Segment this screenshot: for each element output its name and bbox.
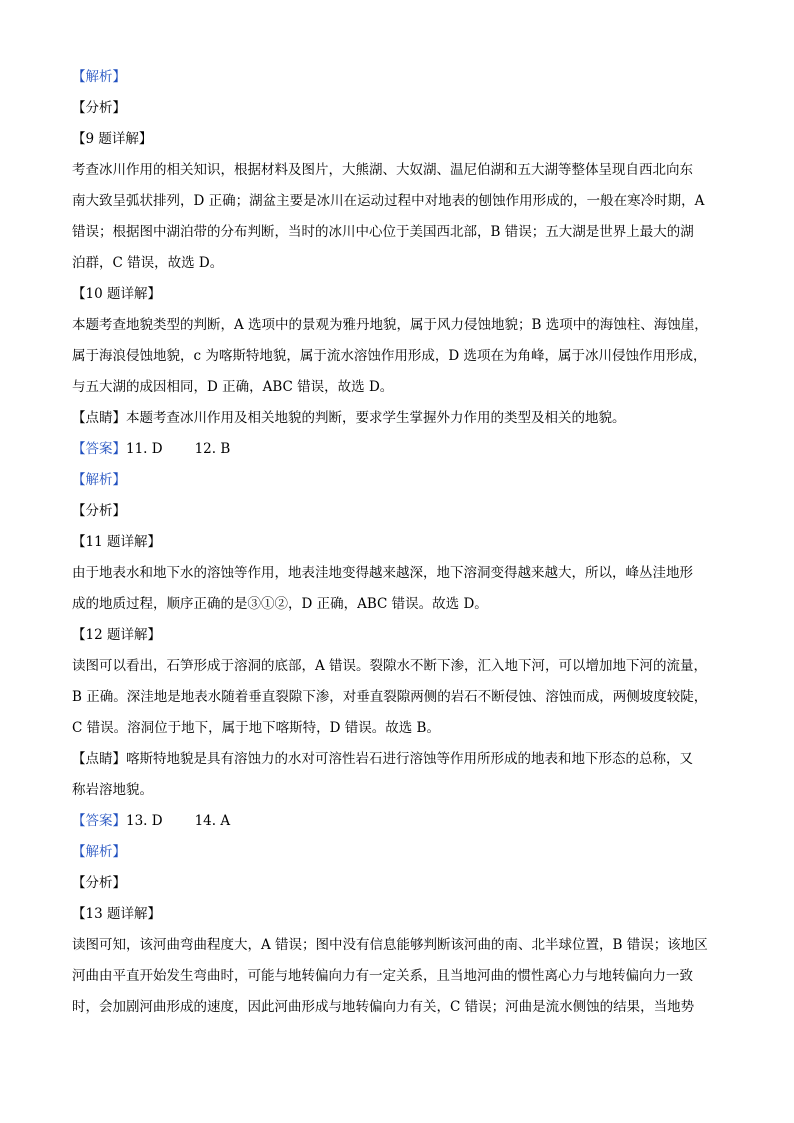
answer-11: 11. D xyxy=(126,441,163,457)
q10-line-1: 本题考查地貌类型的判断，A 选项中的景观为雅丹地貌，属于风力侵蚀地貌；B 选项中的海蚀柱、海蚀崖， xyxy=(72,317,708,333)
q13-line-1: 读图可知，该河曲弯曲程度大，A 错误；图中没有信息能够判断该河曲的南、北半球位置，B 错误；该地区 xyxy=(72,937,708,953)
answer-1 xyxy=(72,434,724,465)
q12-line-1: 读图可以看出，石笋形成于溶洞的底部，A 错误。裂隙水不断下渗，汇入地下河，可以增加地下河的流量， xyxy=(72,658,708,674)
q9-line-2: 南大致呈弧状排列，D 正确；湖盆主要是冰川在运动过程中对地表的刨蚀作用形成的，一般在寒冷时期，A xyxy=(72,193,705,209)
fenxi-heading-1: 【分析】 xyxy=(72,100,126,116)
answer-tag: 【答案】 xyxy=(72,441,126,457)
answer-14: 14. A xyxy=(194,813,231,829)
q13-heading: 【13 题详解】 xyxy=(72,906,161,922)
dianjing-text: 喀斯特地貌是具有溶蚀力的水对可溶性岩石进行溶蚀等作用所形成的地表和地下形态的总称，又 xyxy=(126,751,693,767)
q9-heading: 【9 题详解】 xyxy=(72,131,153,147)
dianjing-1 xyxy=(72,403,724,434)
answer-12: 12. B xyxy=(194,441,231,457)
dianjing-tag: 【点睛】 xyxy=(72,410,126,426)
jiexi-heading-2: 【解析】 xyxy=(72,472,126,488)
jiexi-heading-1: 【解析】 xyxy=(72,69,126,85)
dianjing-tag: 【点睛】 xyxy=(72,751,126,767)
q10-line-3: 与五大湖的成因相同，D 正确，ABC 错误，故选 D。 xyxy=(72,379,394,395)
q10-heading: 【10 题详解】 xyxy=(72,286,161,302)
q12-line-3: C 错误。溶洞位于地下，属于地下喀斯特，D 错误。故选 B。 xyxy=(72,720,440,736)
fenxi-heading-3: 【分析】 xyxy=(72,875,126,891)
q12-heading: 【12 题详解】 xyxy=(72,627,161,643)
dianjing-2 xyxy=(72,744,724,775)
q13-line-2: 河曲由平直开始发生弯曲时，可能与地转偏向力有一定关系，且当地河曲的惯性离心力与地转偏向力一致 xyxy=(72,968,693,984)
q10-line-2: 属于海浪侵蚀地貌，c 为喀斯特地貌，属于流水溶蚀作用形成，D 选项在为角峰，属于冰川侵蚀作用形成， xyxy=(72,348,707,364)
q13-line-3: 时，会加剧河曲形成的速度，因此河曲形成与地转偏向力有关，C 错误；河曲是流水侧蚀的结果，当地势 xyxy=(72,999,695,1015)
dianjing-text: 本题考查冰川作用及相关地貌的判断，要求学生掌握外力作用的类型及相关的地貌。 xyxy=(126,410,626,426)
document-page xyxy=(72,62,724,1023)
fenxi-heading-2: 【分析】 xyxy=(72,503,126,519)
jiexi-heading-3: 【解析】 xyxy=(72,844,126,860)
answer-tag: 【答案】 xyxy=(72,813,126,829)
q11-line-1: 由于地表水和地下水的溶蚀等作用，地表洼地变得越来越深，地下溶洞变得越来越大，所以，峰丛洼地形 xyxy=(72,565,693,581)
q9-line-1: 考查冰川作用的相关知识，根据材料及图片，大熊湖、大奴湖、温尼伯湖和五大湖等整体呈现自西北向东 xyxy=(72,162,693,178)
q11-line-2: 成的地质过程，顺序正确的是③①②，D 正确，ABC 错误。故选 D。 xyxy=(72,596,488,612)
q12-line-2: B 正确。深洼地是地表水随着垂直裂隙下渗，对垂直裂隙两侧的岩石不断侵蚀、溶蚀而成，两侧坡度较陡， xyxy=(72,689,708,705)
q9-line-4: 泊群，C 错误，故选 D。 xyxy=(72,255,224,271)
dianjing-2-cont: 称岩溶地貌。 xyxy=(72,782,153,798)
answer-13: 13. D xyxy=(126,813,163,829)
answer-2 xyxy=(72,806,724,837)
q11-heading: 【11 题详解】 xyxy=(72,534,161,550)
q9-line-3: 错误；根据图中湖泊带的分布判断，当时的冰川中心位于美国西北部，B 错误；五大湖是世界上最大的湖 xyxy=(72,224,694,240)
